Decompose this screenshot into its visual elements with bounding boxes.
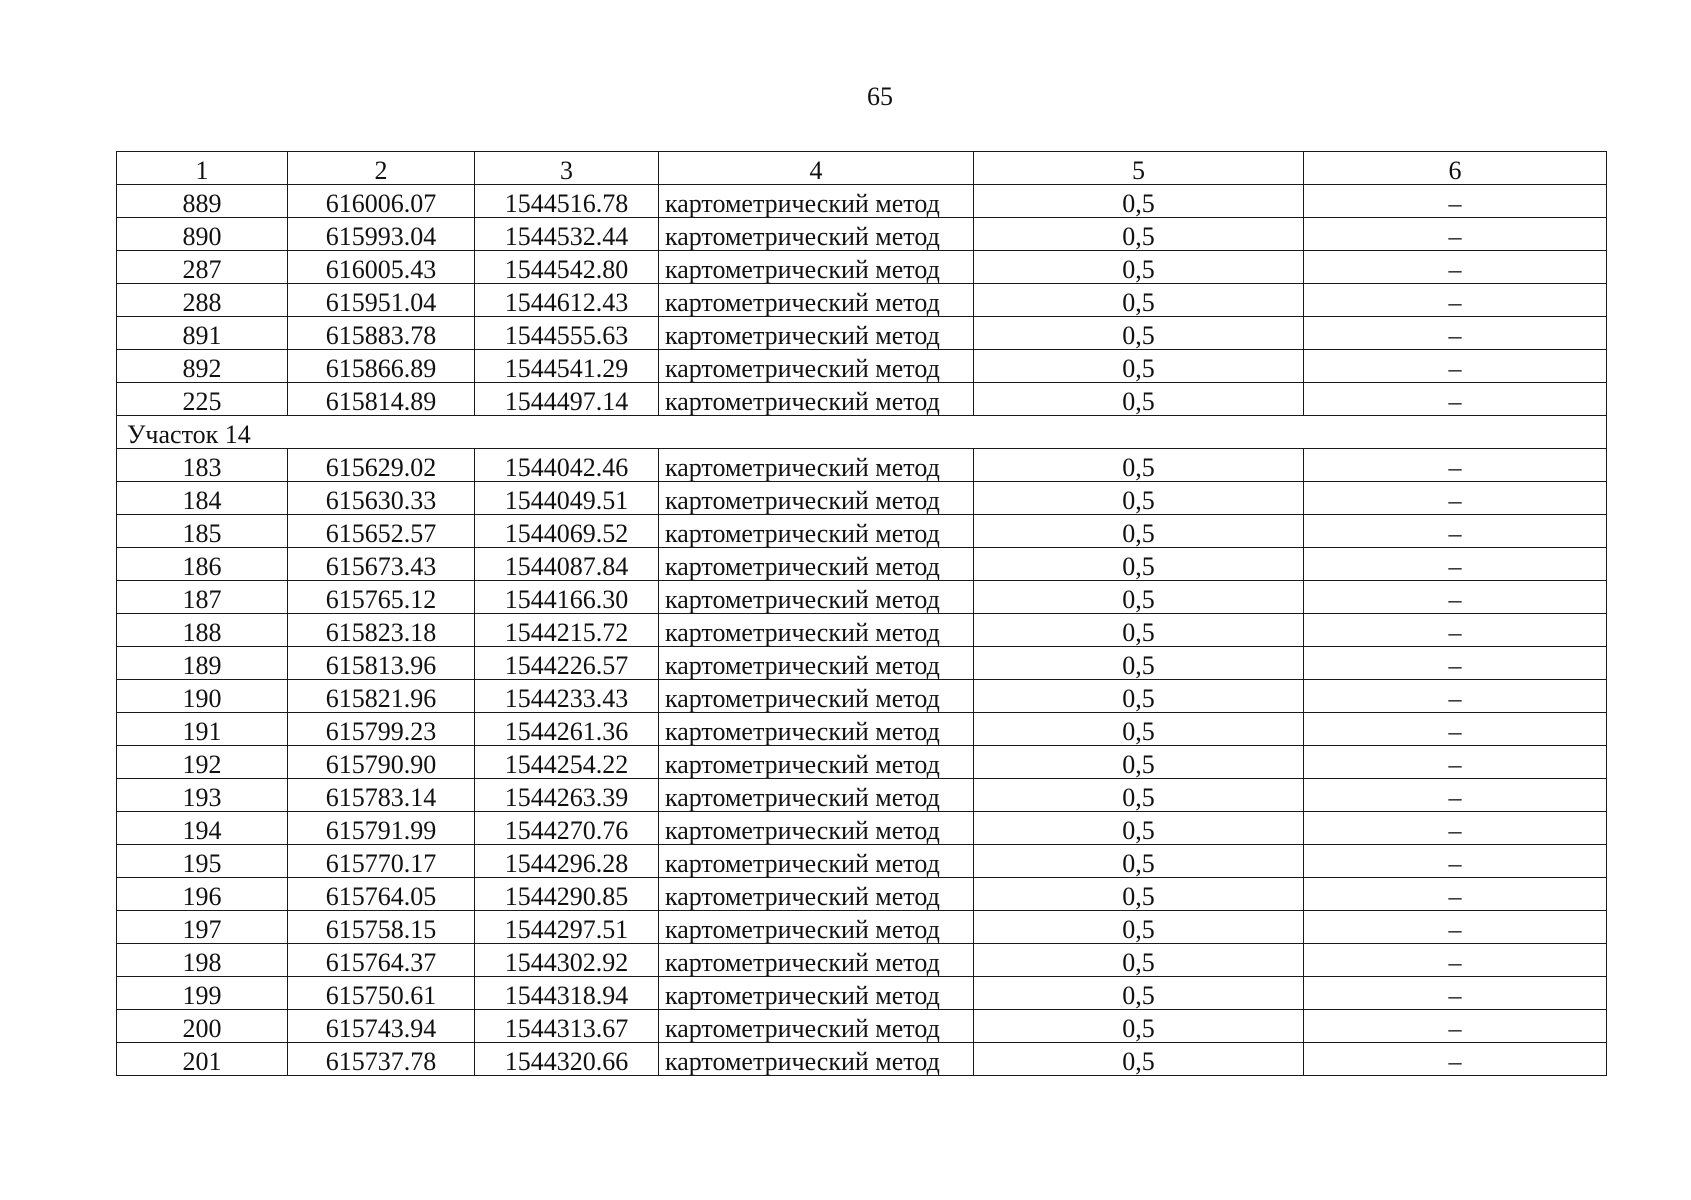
table-row	[117, 218, 1607, 251]
note-cell: –	[1304, 515, 1607, 548]
x-coordinate-cell: 615764.37	[288, 944, 475, 977]
note-cell: –	[1304, 317, 1607, 350]
y-coordinate-cell: 1544532.44	[475, 218, 659, 251]
y-coordinate-cell: 1544042.46	[475, 449, 659, 482]
method-cell: картометрический метод	[659, 878, 974, 911]
y-coordinate-cell: 1544049.51	[475, 482, 659, 515]
y-coordinate-cell: 1544497.14	[475, 383, 659, 416]
section-label: Участок 14	[117, 416, 1607, 449]
note-cell: –	[1304, 218, 1607, 251]
x-coordinate-cell: 615770.17	[288, 845, 475, 878]
y-coordinate-cell: 1544166.30	[475, 581, 659, 614]
header-col-2: 2	[288, 152, 475, 185]
table-row	[117, 944, 1607, 977]
x-coordinate-cell: 615866.89	[288, 350, 475, 383]
x-coordinate-cell: 615790.90	[288, 746, 475, 779]
method-cell: картометрический метод	[659, 251, 974, 284]
y-coordinate-cell: 1544270.76	[475, 812, 659, 845]
x-coordinate-cell: 615630.33	[288, 482, 475, 515]
note-cell: –	[1304, 449, 1607, 482]
x-coordinate-cell: 615750.61	[288, 977, 475, 1010]
precision-cell: 0,5	[974, 1010, 1304, 1043]
method-cell: картометрический метод	[659, 218, 974, 251]
method-cell: картометрический метод	[659, 779, 974, 812]
note-cell: –	[1304, 680, 1607, 713]
point-number-cell: 889	[117, 185, 288, 218]
precision-cell: 0,5	[974, 1043, 1304, 1076]
method-cell: картометрический метод	[659, 680, 974, 713]
table-row	[117, 548, 1607, 581]
point-number-cell: 194	[117, 812, 288, 845]
y-coordinate-cell: 1544254.22	[475, 746, 659, 779]
x-coordinate-cell: 615993.04	[288, 218, 475, 251]
note-cell: –	[1304, 878, 1607, 911]
method-cell: картометрический метод	[659, 845, 974, 878]
precision-cell: 0,5	[974, 977, 1304, 1010]
note-cell: –	[1304, 812, 1607, 845]
method-cell: картометрический метод	[659, 1043, 974, 1076]
method-cell: картометрический метод	[659, 944, 974, 977]
x-coordinate-cell: 615821.96	[288, 680, 475, 713]
method-cell: картометрический метод	[659, 911, 974, 944]
header-col-4: 4	[659, 152, 974, 185]
point-number-cell: 287	[117, 251, 288, 284]
precision-cell: 0,5	[974, 614, 1304, 647]
x-coordinate-cell: 615764.05	[288, 878, 475, 911]
method-cell: картометрический метод	[659, 977, 974, 1010]
table-row	[117, 812, 1607, 845]
table-row	[117, 350, 1607, 383]
section-body	[117, 416, 1607, 449]
method-cell: картометрический метод	[659, 383, 974, 416]
y-coordinate-cell: 1544087.84	[475, 548, 659, 581]
method-cell: картометрический метод	[659, 746, 974, 779]
precision-cell: 0,5	[974, 911, 1304, 944]
point-number-cell: 189	[117, 647, 288, 680]
method-cell: картометрический метод	[659, 647, 974, 680]
table-row	[117, 878, 1607, 911]
table-body-after	[117, 449, 1607, 1076]
precision-cell: 0,5	[974, 680, 1304, 713]
point-number-cell: 184	[117, 482, 288, 515]
y-coordinate-cell: 1544069.52	[475, 515, 659, 548]
note-cell: –	[1304, 350, 1607, 383]
point-number-cell: 198	[117, 944, 288, 977]
table-row	[117, 317, 1607, 350]
note-cell: –	[1304, 647, 1607, 680]
precision-cell: 0,5	[974, 482, 1304, 515]
x-coordinate-cell: 615673.43	[288, 548, 475, 581]
table-row	[117, 680, 1607, 713]
header-col-1: 1	[117, 152, 288, 185]
table-row	[117, 1043, 1607, 1076]
x-coordinate-cell: 615799.23	[288, 713, 475, 746]
note-cell: –	[1304, 1043, 1607, 1076]
point-number-cell: 892	[117, 350, 288, 383]
x-coordinate-cell: 615629.02	[288, 449, 475, 482]
point-number-cell: 196	[117, 878, 288, 911]
point-number-cell: 185	[117, 515, 288, 548]
y-coordinate-cell: 1544542.80	[475, 251, 659, 284]
table-row	[117, 284, 1607, 317]
point-number-cell: 186	[117, 548, 288, 581]
precision-cell: 0,5	[974, 713, 1304, 746]
point-number-cell: 201	[117, 1043, 288, 1076]
note-cell: –	[1304, 1010, 1607, 1043]
table-row	[117, 614, 1607, 647]
y-coordinate-cell: 1544296.28	[475, 845, 659, 878]
method-cell: картометрический метод	[659, 449, 974, 482]
precision-cell: 0,5	[974, 350, 1304, 383]
header-col-5: 5	[974, 152, 1304, 185]
precision-cell: 0,5	[974, 515, 1304, 548]
point-number-cell: 200	[117, 1010, 288, 1043]
method-cell: картометрический метод	[659, 1010, 974, 1043]
x-coordinate-cell: 615823.18	[288, 614, 475, 647]
note-cell: –	[1304, 845, 1607, 878]
table-row	[117, 713, 1607, 746]
table-row	[117, 779, 1607, 812]
x-coordinate-cell: 615737.78	[288, 1043, 475, 1076]
y-coordinate-cell: 1544555.63	[475, 317, 659, 350]
note-cell: –	[1304, 746, 1607, 779]
precision-cell: 0,5	[974, 218, 1304, 251]
precision-cell: 0,5	[974, 383, 1304, 416]
precision-cell: 0,5	[974, 185, 1304, 218]
table-row	[117, 251, 1607, 284]
precision-cell: 0,5	[974, 944, 1304, 977]
note-cell: –	[1304, 383, 1607, 416]
note-cell: –	[1304, 614, 1607, 647]
precision-cell: 0,5	[974, 878, 1304, 911]
point-number-cell: 192	[117, 746, 288, 779]
x-coordinate-cell: 616006.07	[288, 185, 475, 218]
table-body-before	[117, 185, 1607, 416]
table-row	[117, 482, 1607, 515]
y-coordinate-cell: 1544541.29	[475, 350, 659, 383]
y-coordinate-cell: 1544215.72	[475, 614, 659, 647]
precision-cell: 0,5	[974, 548, 1304, 581]
point-number-cell: 199	[117, 977, 288, 1010]
x-coordinate-cell: 616005.43	[288, 251, 475, 284]
point-number-cell: 197	[117, 911, 288, 944]
table-row	[117, 449, 1607, 482]
x-coordinate-cell: 615813.96	[288, 647, 475, 680]
header-col-3: 3	[475, 152, 659, 185]
method-cell: картометрический метод	[659, 284, 974, 317]
point-number-cell: 288	[117, 284, 288, 317]
y-coordinate-cell: 1544318.94	[475, 977, 659, 1010]
precision-cell: 0,5	[974, 317, 1304, 350]
point-number-cell: 891	[117, 317, 288, 350]
method-cell: картометрический метод	[659, 185, 974, 218]
note-cell: –	[1304, 185, 1607, 218]
note-cell: –	[1304, 911, 1607, 944]
precision-cell: 0,5	[974, 845, 1304, 878]
coordinates-table	[116, 151, 1607, 1076]
method-cell: картометрический метод	[659, 713, 974, 746]
x-coordinate-cell: 615814.89	[288, 383, 475, 416]
precision-cell: 0,5	[974, 449, 1304, 482]
precision-cell: 0,5	[974, 812, 1304, 845]
method-cell: картометрический метод	[659, 317, 974, 350]
x-coordinate-cell: 615883.78	[288, 317, 475, 350]
table-row	[117, 581, 1607, 614]
table-row	[117, 185, 1607, 218]
header-col-6: 6	[1304, 152, 1607, 185]
y-coordinate-cell: 1544302.92	[475, 944, 659, 977]
note-cell: –	[1304, 713, 1607, 746]
point-number-cell: 193	[117, 779, 288, 812]
y-coordinate-cell: 1544290.85	[475, 878, 659, 911]
method-cell: картометрический метод	[659, 482, 974, 515]
point-number-cell: 225	[117, 383, 288, 416]
method-cell: картометрический метод	[659, 581, 974, 614]
y-coordinate-cell: 1544516.78	[475, 185, 659, 218]
y-coordinate-cell: 1544297.51	[475, 911, 659, 944]
precision-cell: 0,5	[974, 746, 1304, 779]
method-cell: картометрический метод	[659, 515, 974, 548]
note-cell: –	[1304, 581, 1607, 614]
table-row	[117, 383, 1607, 416]
point-number-cell: 191	[117, 713, 288, 746]
method-cell: картометрический метод	[659, 614, 974, 647]
point-number-cell: 187	[117, 581, 288, 614]
page-number: 65	[867, 82, 893, 111]
precision-cell: 0,5	[974, 779, 1304, 812]
table-row	[117, 977, 1607, 1010]
note-cell: –	[1304, 944, 1607, 977]
y-coordinate-cell: 1544313.67	[475, 1010, 659, 1043]
y-coordinate-cell: 1544263.39	[475, 779, 659, 812]
y-coordinate-cell: 1544261.36	[475, 713, 659, 746]
y-coordinate-cell: 1544226.57	[475, 647, 659, 680]
note-cell: –	[1304, 482, 1607, 515]
x-coordinate-cell: 615765.12	[288, 581, 475, 614]
note-cell: –	[1304, 779, 1607, 812]
point-number-cell: 188	[117, 614, 288, 647]
point-number-cell: 183	[117, 449, 288, 482]
x-coordinate-cell: 615758.15	[288, 911, 475, 944]
note-cell: –	[1304, 977, 1607, 1010]
y-coordinate-cell: 1544612.43	[475, 284, 659, 317]
note-cell: –	[1304, 548, 1607, 581]
precision-cell: 0,5	[974, 581, 1304, 614]
method-cell: картометрический метод	[659, 812, 974, 845]
precision-cell: 0,5	[974, 251, 1304, 284]
header-row	[117, 152, 1607, 185]
note-cell: –	[1304, 251, 1607, 284]
method-cell: картометрический метод	[659, 548, 974, 581]
point-number-cell: 190	[117, 680, 288, 713]
precision-cell: 0,5	[974, 647, 1304, 680]
x-coordinate-cell: 615743.94	[288, 1010, 475, 1043]
y-coordinate-cell: 1544233.43	[475, 680, 659, 713]
point-number-cell: 195	[117, 845, 288, 878]
table-row	[117, 647, 1607, 680]
x-coordinate-cell: 615951.04	[288, 284, 475, 317]
x-coordinate-cell: 615652.57	[288, 515, 475, 548]
x-coordinate-cell: 615791.99	[288, 812, 475, 845]
table-row	[117, 515, 1607, 548]
section-row	[117, 416, 1607, 449]
table-row	[117, 845, 1607, 878]
x-coordinate-cell: 615783.14	[288, 779, 475, 812]
table-row	[117, 911, 1607, 944]
point-number-cell: 890	[117, 218, 288, 251]
table-row	[117, 1010, 1607, 1043]
y-coordinate-cell: 1544320.66	[475, 1043, 659, 1076]
precision-cell: 0,5	[974, 284, 1304, 317]
method-cell: картометрический метод	[659, 350, 974, 383]
table-row	[117, 746, 1607, 779]
note-cell: –	[1304, 284, 1607, 317]
